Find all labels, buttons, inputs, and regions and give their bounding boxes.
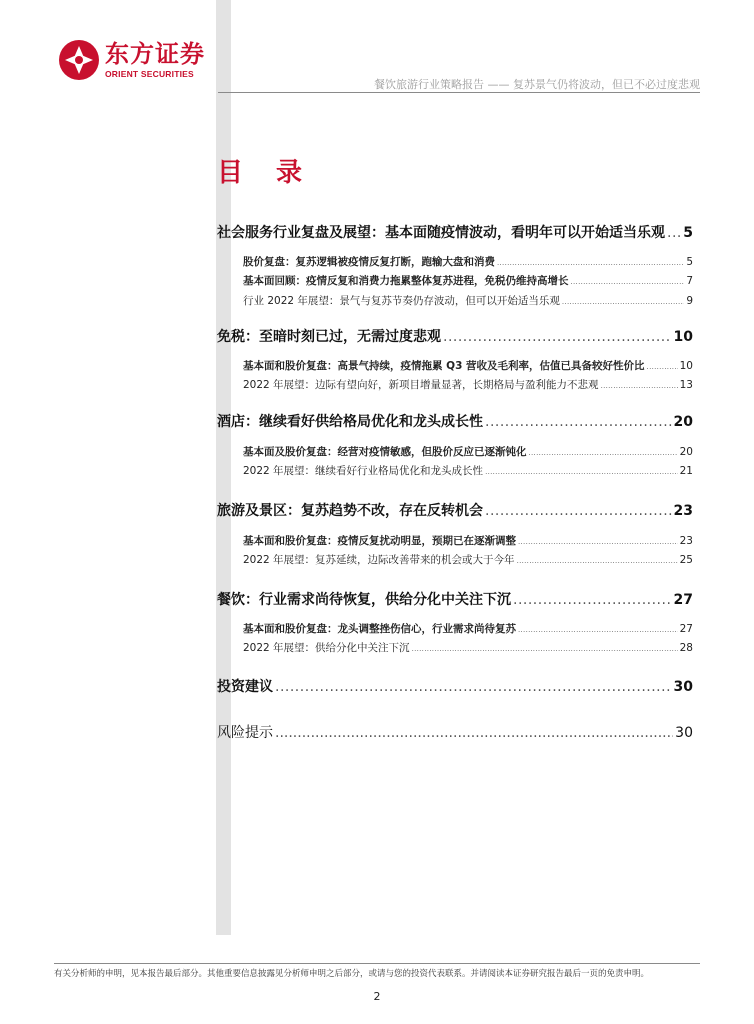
toc-item-1-1[interactable] [243,254,693,269]
toc-page-number: 23 [673,503,693,519]
left-gray-band [216,0,231,935]
footer-divider [54,963,700,964]
toc-section-1[interactable] [217,222,693,242]
toc-leader-dots [518,538,678,546]
toc-leader-dots [275,725,673,741]
toc-leader-dots [562,298,684,306]
toc-leader-dots [667,225,681,241]
toc-section-title: 旅游及景区：复苏趋势不改，存在反转机会 [217,503,483,519]
brand-name-cn: 东方证券 [105,40,205,68]
toc-section-5[interactable] [217,589,693,609]
toc-leader-dots [517,557,678,565]
toc-section-7[interactable] [217,722,693,742]
toc-leader-dots [485,503,672,519]
toc-page-number: 5 [686,256,693,268]
toc-leader-dots [571,278,685,286]
toc-leader-dots [497,259,684,267]
brand-name-en: ORIENT SECURITIES [105,69,194,79]
toc-section-title: 投资建议 [217,679,273,695]
toc-page-number: 7 [686,275,693,287]
report-header-title: 餐饮旅游行业策略报告 —— 复苏景气仍将波动，但已不必过度悲观 [374,78,700,91]
toc-page-number: 13 [679,379,693,391]
toc-section-title: 酒店：继续看好供给格局优化和龙头成长性 [217,414,483,430]
toc-item-title: 2022 年展望：供给分化中关注下沉 [243,642,410,654]
toc-item-title: 2022 年展望：复苏延续，边际改善带来的机会或大于今年 [243,554,515,566]
toc-heading: 目 录 [217,158,315,188]
toc-section-title: 风险提示 [217,725,273,741]
toc-section-6[interactable] [217,676,693,696]
toc-item-title: 基本面和股价复盘：疫情反复扰动明显，预期已在逐渐调整 [243,535,516,547]
toc-section-title: 社会服务行业复盘及展望：基本面随疫情波动，看明年可以开始适当乐观 [217,225,665,241]
toc-item-title: 基本面回顾：疫情反复和消费力拖累整体复苏进程，免税仍维持高增长 [243,275,569,287]
toc-leader-dots [513,592,672,608]
toc-page-number: 27 [673,592,693,608]
toc-page-number: 20 [679,446,693,458]
toc-item-3-2[interactable] [243,463,693,478]
toc-item-title: 基本面和股价复盘：龙头调整挫伤信心，行业需求尚待复苏 [243,623,516,635]
toc-leader-dots [443,329,672,345]
toc-page-number: 10 [673,329,693,345]
toc-page-number: 9 [686,295,693,307]
toc-item-title: 2022 年展望：继续看好行业格局优化和龙头成长性 [243,465,484,477]
toc-item-1-2[interactable] [243,273,693,288]
toc-leader-dots [601,382,678,390]
toc-section-title: 免税：至暗时刻已过，无需过度悲观 [217,329,441,345]
toc-leader-dots [485,414,672,430]
toc-leader-dots [647,363,678,371]
toc-item-title: 行业 2022 年展望：景气与复苏节奏仍存波动，但可以开始适当乐观 [243,295,560,307]
toc-item-1-3[interactable] [243,293,693,308]
toc-item-2-1[interactable] [243,358,693,373]
toc-page-number: 5 [683,225,693,241]
toc-item-4-1[interactable] [243,533,693,548]
toc-item-title: 基本面和股价复盘：高景气持续，疫情拖累 Q3 营收及毛利率，估值已具备较好性价比 [243,360,645,372]
toc-page-number: 21 [679,465,693,477]
toc-page-number: 10 [679,360,693,372]
toc-section-4[interactable] [217,500,693,520]
footer-disclaimer: 有关分析师的申明，见本报告最后部分。其他重要信息披露见分析师申明之后部分，或请与您的投资代表联系。并请阅读本证券研究报告最后一页的免责申明。 [54,969,650,979]
toc-leader-dots [518,626,678,634]
toc-section-title: 餐饮：行业需求尚待恢复，供给分化中关注下沉 [217,592,511,608]
toc-item-title: 2022 年展望：边际有望向好，新项目增量显著，长期格局与盈利能力不悲观 [243,379,599,391]
toc-item-5-2[interactable] [243,640,693,655]
toc-item-title: 股价复盘：复苏逻辑被疫情反复打断，跑输大盘和消费 [243,256,495,268]
toc-leader-dots [485,468,678,476]
toc-item-2-2[interactable] [243,377,693,392]
page-number: 2 [373,990,381,1003]
toc-page-number: 30 [673,679,693,695]
orient-logo-icon [58,39,100,81]
toc-item-title: 基本面及股价复盘：经营对疫情敏感，但股价反应已逐渐钝化 [243,446,527,458]
brand-logo [58,39,218,83]
toc-item-4-2[interactable] [243,552,693,567]
toc-section-2[interactable] [217,326,693,346]
toc-page-number: 28 [679,642,693,654]
toc-page-number: 23 [679,535,693,547]
toc-page-number: 27 [679,623,693,635]
toc-page-number: 20 [673,414,693,430]
toc-item-5-1[interactable] [243,621,693,636]
toc-page-number: 25 [679,554,693,566]
toc-item-3-1[interactable] [243,444,693,459]
toc-leader-dots [529,449,678,457]
toc-leader-dots [275,679,672,695]
header-divider [218,92,700,93]
toc-section-3[interactable] [217,411,693,431]
toc-leader-dots [412,645,678,653]
toc-page-number: 30 [675,725,693,741]
